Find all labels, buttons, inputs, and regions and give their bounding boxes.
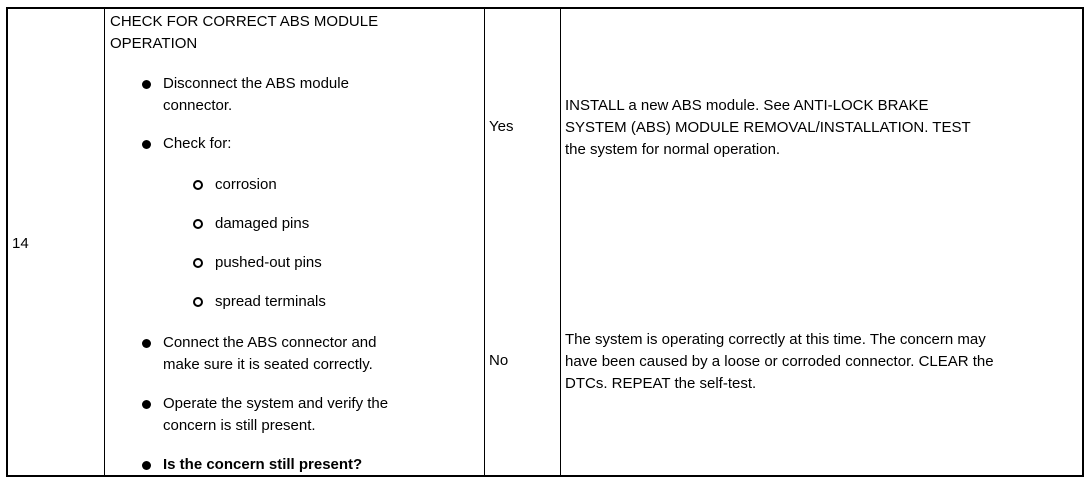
step-title-line-2: OPERATION (110, 35, 198, 52)
bullet-icon (142, 140, 151, 149)
check-item-spread-terminals: spread terminals (215, 293, 326, 310)
column-divider (104, 9, 105, 475)
result-yes-line-3: the system for normal operation. (565, 141, 781, 158)
sub-bullet-icon (193, 219, 203, 229)
bullet-icon (142, 80, 151, 89)
bullet-icon (142, 339, 151, 348)
action-4-line-2: concern is still present. (163, 417, 316, 434)
result-yes-line-1: INSTALL a new ABS module. See ANTI-LOCK BRAKE (565, 97, 929, 114)
bullet-icon (142, 461, 151, 470)
result-no-line-2: have been caused by a loose or corroded connector. CLEAR the (565, 353, 994, 370)
result-yes-line-2: SYSTEM (ABS) MODULE REMOVAL/INSTALLATION. TEST (565, 119, 971, 136)
column-divider (560, 9, 561, 475)
result-yes-label: Yes (489, 118, 514, 135)
result-no-line-1: The system is operating correctly at this time. The concern may (565, 331, 986, 348)
action-1-line-2: connector. (163, 97, 233, 114)
sub-bullet-icon (193, 297, 203, 307)
step-number: 14 (12, 235, 29, 252)
check-item-damaged-pins: damaged pins (215, 215, 310, 232)
check-item-corrosion: corrosion (215, 176, 277, 193)
action-3-line-2: make sure it is seated correctly. (163, 356, 373, 373)
action-3-line-1: Connect the ABS connector and (163, 334, 377, 351)
bullet-icon (142, 400, 151, 409)
check-item-pushed-out-pins: pushed-out pins (215, 254, 322, 271)
sub-bullet-icon (193, 258, 203, 268)
column-divider (484, 9, 485, 475)
question-text: Is the concern still present? (163, 456, 363, 473)
action-4-line-1: Operate the system and verify the (163, 395, 389, 412)
action-2-line-1: Check for: (163, 135, 232, 152)
result-no-line-3: DTCs. REPEAT the self-test. (565, 375, 757, 392)
diagnostic-step-table (6, 7, 1084, 477)
sub-bullet-icon (193, 180, 203, 190)
step-title-line-1: CHECK FOR CORRECT ABS MODULE (110, 13, 379, 30)
action-1-line-1: Disconnect the ABS module (163, 75, 349, 92)
result-no-label: No (489, 352, 509, 369)
